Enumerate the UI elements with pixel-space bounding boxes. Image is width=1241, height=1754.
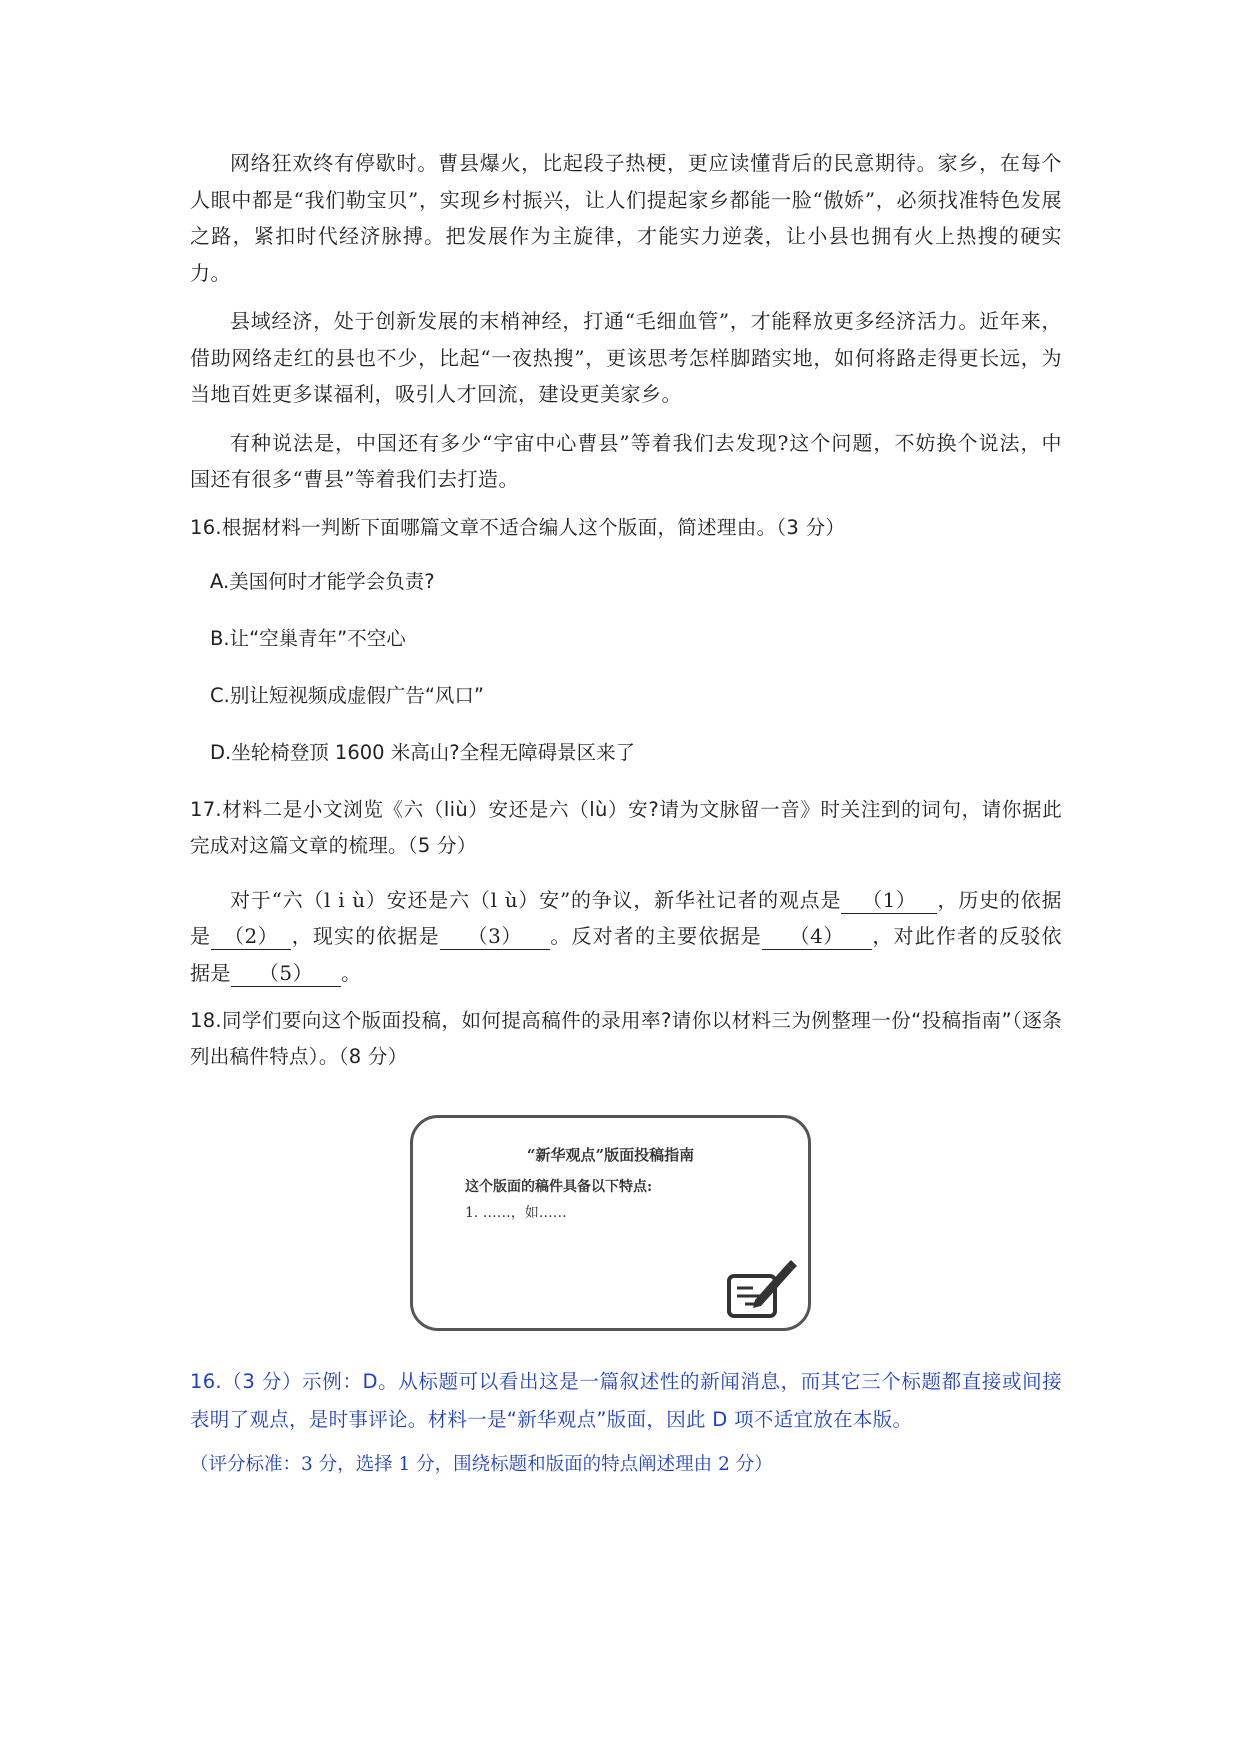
fill-text-2: ，历史的依据是	[190, 887, 1062, 948]
blank-2: （2）	[211, 923, 291, 950]
question-16-option-c: C.别让短视频成虚假广告“风口”	[210, 683, 485, 707]
fill-text-1: 对于“六（l i ù）安还是六（l ù）安”的争议，新华社记者的观点是	[230, 887, 842, 912]
paragraph-3: 有种说法是，中国还有多少“宇宙中心曹县”等着我们去发现?这个问题，不妨换个说法，中国还有很多“曹县”等着我们去打造。	[190, 430, 1062, 491]
guide-card-line-2: 1. ……，如……	[465, 1205, 567, 1221]
question-17-stem: 17.材料二是小文浏览《六（liù）安还是六（lù）安?请为文脉留一音》时关注到的词句，请你据此完成对这篇文章的梳理。（5 分）	[190, 797, 1062, 857]
question-16-option-b: B.让“空巢青年”不空心	[210, 626, 406, 650]
question-16-stem: 16.根据材料一判断下面哪篇文章不适合编人这个版面，简述理由。（3 分）	[190, 515, 846, 539]
guide-card	[410, 1115, 811, 1331]
blank-4: （4）	[762, 923, 872, 950]
blank-3: （3）	[440, 923, 550, 950]
question-17-fill-in	[190, 882, 1062, 992]
question-16-option-a: A.美国何时才能学会负责?	[210, 569, 435, 593]
guide-card-line-1: 这个版面的稿件具备以下特点:	[465, 1179, 653, 1195]
question-16-option-d: D.坐轮椅登顶 1600 米高山?全程无障碍景区来了	[210, 740, 636, 764]
guide-figure	[190, 1097, 1062, 1347]
answer-16-scoring-note: （评分标准：3 分，选择 1 分，围绕标题和版面的特点阐述理由 2 分）	[190, 1454, 773, 1475]
guide-card-title: “新华观点”版面投稿指南	[526, 1146, 695, 1164]
paragraph-2: 县域经济，处于创新发展的末梢神经，打通“毛细血管”，才能释放更多经济活力。近年来，借助网络走红的县也不少，比起“一夜热搜”，更该思考怎样脚踏实地，如何将路走得更长远，为当地百姓更多谋福利，吸引人才回流，建设更美家乡。	[190, 309, 1062, 406]
note-pen-icon	[725, 1258, 797, 1322]
blank-5: （5）	[231, 960, 341, 987]
blank-1: （1）	[841, 887, 937, 914]
fill-text-4: 。反对者的主要依据是	[549, 924, 762, 948]
fill-text-5: ，对此作者的反驳依据是	[190, 924, 1063, 985]
document-page	[190, 145, 1062, 1483]
answer-16: 16.（3 分）示例：D。从标题可以看出这是一篇叙述性的新闻消息，而其它三个标题都直接或间接表明了观点，是时事评论。材料一是“新华观点”版面，因此 D 项不适宜放在本版。	[190, 1370, 1062, 1431]
question-18-stem: 18.同学们要向这个版面投稿，如何提高稿件的录用率?请你以材料三为例整理一份“投稿指南”（逐条列出稿件特点）。（8 分）	[190, 1009, 1062, 1068]
fill-text-3: ，现实的依据是	[291, 924, 440, 948]
fill-text-6: 。	[341, 960, 362, 985]
paragraph-1: 网络狂欢终有停歇时。曹县爆火，比起段子热梗，更应读懂背后的民意期待。家乡，在每个人眼中都是“我们勒宝贝”，实现乡村振兴，让人们提起家乡都能一脸“傲娇”，必须找准特色发展之路，紧扣时代经济脉搏。把发展作为主旋律，才能实力逆袭，让小县也拥有火上热搜的硬实力。	[190, 151, 1062, 285]
